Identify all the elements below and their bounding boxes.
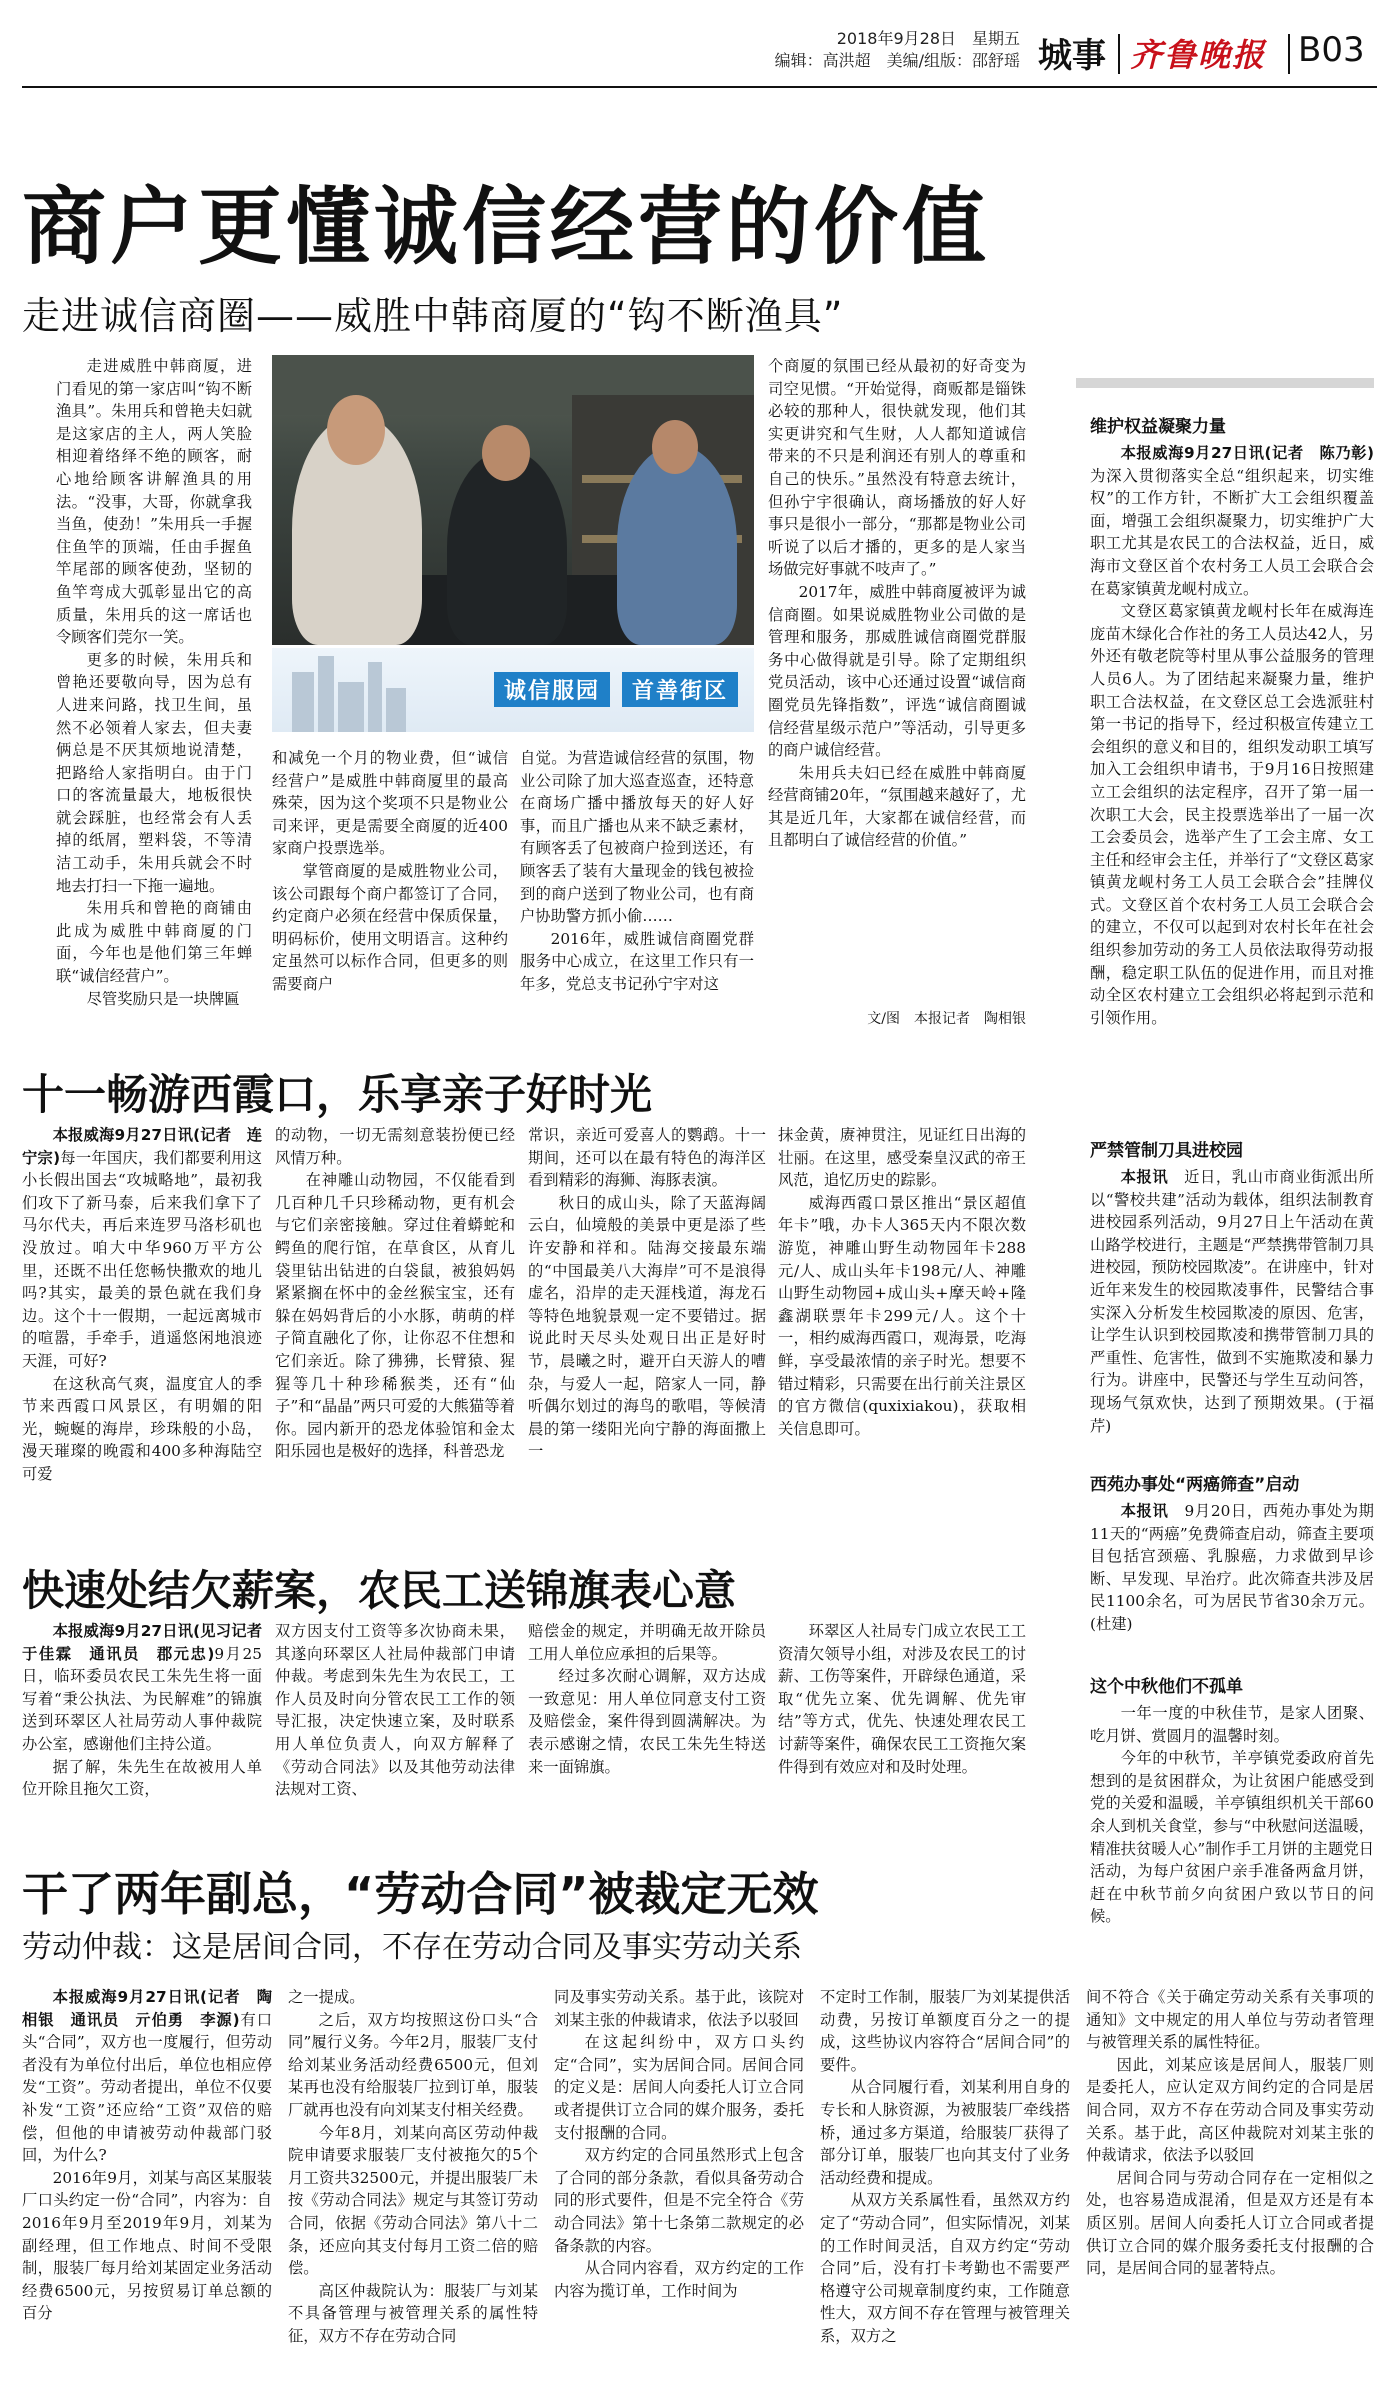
article1-column-2 — [272, 747, 508, 1033]
paragraph — [1090, 1166, 1374, 1437]
dateline: 本报讯 — [1120, 1502, 1169, 1520]
paragraph-text: 为深入贯彻落实全总“组织起来，切实维权”的工作方针，不断扩大工会组织覆盖面，增强工会组织凝聚力，切实维护广大职工尤其是农民工的合法权益，近日，威海市文登区首个农村务工人员工会联合会在葛家镇黄龙岘村成立。 — [1090, 466, 1374, 598]
paragraph: 常识，亲近可爱喜人的鹦鹉。十一期间，还可以在最有特色的海洋区看到精彩的海狮、海豚表演。 — [528, 1126, 766, 1190]
story-credit: (杜建) — [1090, 1614, 1133, 1633]
paragraph: 同及事实劳动关系。基于此，该院对刘某主张的仲裁请求，依法予以驳回 — [554, 1988, 804, 2029]
paragraph: 一年一度的中秋佳节，是家人团聚、吃月饼、赏圆月的温馨时刻。 — [1090, 1704, 1374, 1745]
paragraph: 经过多次耐心调解，双方达成一致意见：用人单位同意支付工资及赔偿金，案件得到圆满解决。为表示感谢之情，农民工朱先生特送来一面锦旗。 — [528, 1667, 766, 1776]
article3-column-3 — [528, 1620, 766, 1845]
paragraph: 的动物，一切无需刻意装扮便已经风情万种。 — [275, 1126, 515, 1167]
paragraph: 秋日的成山头，除了天蓝海阔云白，仙境般的美景中更是添了些许安静和祥和。陆海交接最东端的“中国最美八大海岸”可不是浪得虚名，沿岸的走天涯栈道，海龙石等特色地貌景观一定不要错过。据说此时天尽头处观日出正是好时节，晨曦之时，避开白天游人的嘈杂，与爱人一起，陪家人一同，静听偶尔划过的海鸟的歌唱，等候清晨的第一缕阳光向宁静的海面撒上一 — [528, 1193, 766, 1461]
paragraph: 今年的中秋节，羊亭镇党委政府首先想到的是贫困群众，为让贫困户能感受到党的关爱和温暖，羊亭镇组织机关干部60余人到机关食堂，参与“中秋慰问送温暖，精准扶贫暖人心”制作手工月饼的主题党日活动，为每户贫困户亲手准备两盒月饼，赶在中秋节前夕向贫困户致以节日的问候。 — [1090, 1749, 1374, 1926]
paragraph: 高区仲裁院认为：服装厂与刘某不具备管理与被管理关系的属性特征，双方不存在劳动合同 — [288, 2281, 538, 2345]
article2-column-3 — [528, 1124, 766, 1544]
header-divider — [1118, 34, 1120, 74]
dateline: 本报威海9月27日讯(记者 陶相银 通讯员 亓伯勇 李源) — [22, 1988, 272, 2029]
paragraph: 之后，双方均按照这份口头“合同”履行义务。今年2月，服装厂支付给刘某业务活动经费6500元，但刘某再也没有给服装厂拉到订单，服装厂就再也没有向刘某支付相关经费。 — [288, 2010, 538, 2119]
paragraph: 朱用兵夫妇已经在威胜中韩商厦经营商铺20年，“氛围越来越好了，尤其是近几年，大家都在诚信经营，而且都明白了诚信经营的价值。” — [768, 763, 1026, 850]
paragraph: 2016年，威胜诚信商圈党群服务中心成立，在这里工作只有一年多，党总支书记孙宁宇对这 — [520, 929, 754, 993]
paragraph: 从合同内容看，双方约定的工作内容为揽订单，工作时间为 — [554, 2259, 804, 2300]
sidebar-top-band — [1076, 378, 1374, 388]
article2-title: 十一畅游西霞口，乐享亲子好时光 — [22, 1070, 653, 1119]
paragraph: 抹金黄，赓神贯注，见证红日出海的壮丽。在这里，感受秦皇汉武的帝王风范，追忆历史的踪影。 — [778, 1126, 1026, 1190]
paragraph: 间不符合《关于确定劳动关系有关事项的通知》文中规定的用人单位与劳动者管理与被管理关系的属性特征。 — [1086, 1988, 1374, 2052]
paragraph: 自觉。为营造诚信经营的氛围，物业公司除了加大巡查巡查，还特意在商场广播中播放每天的好人好事，而且广播也从来不缺乏素材，有顾客丢了包被商户捡到送还，有顾客丢了装有大量现金的钱包被捡到的商户送到了物业公司，也有商户协助警方抓小偷…… — [520, 749, 754, 926]
paragraph: 掌管商厦的是威胜物业公司，该公司跟每个商户都签订了合同，约定商户必须在经营中保质保量，明码标价，使用文明语言。这种约定虽然可以标作合同，但更多的则需要商户 — [272, 861, 508, 993]
paragraph — [22, 1986, 272, 2167]
sidebar-story4-body — [1090, 1702, 1374, 1972]
section-name: 城事 — [1038, 36, 1106, 76]
article4-title: 干了两年副总，“劳动合同”被裁定无效 — [22, 1867, 819, 1921]
paragraph: 今年8月，刘某向高区劳动仲裁院申请要求服装厂支付被拖欠的5个月工资共32500元，并提出服装厂未按《劳动合同法》规定与其签订劳动合同，依据《劳动合同法》第八十二条，还应向其支付每月工资二倍的赔偿。 — [288, 2123, 538, 2278]
editors-line: 编辑：高洪超 美编/组版：邵舒瑶 — [774, 51, 1020, 70]
newspaper-logo: 齐鲁晚报 — [1130, 36, 1267, 74]
sidebar-story1-title: 维护权益凝聚力量 — [1090, 417, 1226, 437]
paragraph: 朱用兵和曾艳的商铺由此成为威胜中韩商厦的门面，今年也是他们第三年蝉联“诚信经营户”。 — [56, 899, 252, 986]
paragraph: 之一提成。 — [288, 1988, 365, 2006]
sidebar-story1-body — [1090, 442, 1374, 1122]
paragraph: 从合同履行看，刘某利用自身的专长和人脉资源，为被服装厂牵线搭桥，通过多方渠道，给服装厂获得了部分订单，服装厂也向其支付了业务活动经费和提成。 — [820, 2078, 1070, 2187]
paragraph — [1090, 442, 1374, 600]
article2-column-1 — [22, 1124, 262, 1544]
paragraph: 2017年，威胜中韩商厦被评为诚信商圈。如果说威胜物业公司做的是管理和服务，那威胜诚信商圈党群服务中心做得就是引导。除了定期组织党员活动，该中心还通过设置“诚信商圈党员先锋指数”，评选“诚信商圈诚信经营星级示范户”等活动，引导更多的商户诚信经营。 — [768, 582, 1026, 760]
paragraph: 双方约定的合同虽然形式上包含了合同的部分条款，看似具备劳动合同的形式要件，但是不完全符合《劳动合同法》第十七条第二款规定的必备条款的内容。 — [554, 2146, 804, 2255]
paragraph — [22, 1124, 262, 1373]
paragraph: 在这秋高气爽，温度宜人的季节来西霞口风景区，有明媚的阳光，蜿蜒的海岸，珍珠般的小岛，漫天璀璨的晚霞和400多种海陆空可爱 — [22, 1374, 262, 1483]
article4-column-4 — [820, 1986, 1070, 2386]
paragraph-text: 有口头“合同”，双方也一度履行，但劳动者没有为单位付出后，单位也相应停发“工资”。劳动者提出，单位不仅要补发“工资”还应给“工资”双倍的赔偿，但他的申请被劳动仲裁部门驳回，为什么? — [22, 2010, 272, 2165]
paragraph-text: 每一年国庆，我们都要利用这小长假出国去“攻城略地”，最初我们攻下了新马泰，后来我们拿下了马尔代夫，再后来连罗马洛杉矶也没放过。咱大中华960万平方公里，还既不出任您畅快撒欢的地儿吗?其实，最美的景色就在我们身边。这个十一假期，一起远离城市的喧嚣，手牵手，逍遥悠闲地浪迹天涯，可好? — [22, 1148, 262, 1370]
article4-column-5 — [1086, 1986, 1374, 2386]
paragraph: 和减免一个月的物业费，但“诚信经营户”是威胜中韩商厦里的最高殊荣，因为这个奖项不只是物业公司来评，更是需要全商厦的近400家商户投票选举。 — [272, 749, 508, 858]
sidebar-story3-title: 西苑办事处“两癌筛查”启动 — [1090, 1475, 1300, 1495]
paragraph: 从双方关系属性看，虽然双方约定了“劳动合同”，但实际情况，刘某的工作时间灵活，自双方约定“劳动合同”后，没有打卡考勤也不需要严格遵守公司规章制度约束，工作随意性大，双方间不存在管理与被管理关系，双方之 — [820, 2191, 1070, 2345]
story-credit: (于福芹) — [1090, 1393, 1374, 1435]
paragraph-text: 近日，乳山市商业街派出所以“警校共建”活动为载体，组织法制教育进校园系列活动，9月27日上午活动在黄山路学校进行，主题是“严禁携带管制刀具进校园，预防校园欺凌”。在讲座中，针对近年来发生的校园欺凌事件，民警结合事实深入分析发生校园欺凌的原因、危害，让学生认识到校园欺凌和携带管制刀具的严重性、危害性，做到不实施欺凌和暴力行为。讲座中，民警还与学生互动问答，现场气氛欢快，达到了预期效果。 — [1090, 1168, 1374, 1412]
paragraph: 文登区葛家镇黄龙岘村长年在威海连庞苗木绿化合作社的务工人员达42人，另外还有敬老院等村里从事公益服务的管理人员6人。为了团结起来凝聚力量，维护职工合法权益，在文登区总工会选派驻村第一书记的指导下，经过积极宣传建立工会组织的意义和目的，组织发动职工填写加入工会组织申请书，于9月16日按照建立工会组织的法定程序，召开了第一届一次职工大会，民主投票选举出了一届一次工会委员会，选举产生了工会主席、女工主任和经审会主任，并举行了“文登区葛家镇黄龙岘村务工人员工会联合会”挂牌仪式。文登区首个农村务工人员工会联合会的建立，不仅可以起到对农村长年在社会组织参加劳动的务工人员依法取得劳动报酬，稳定职工队伍的促进作用，而且对推动全区农村建立工会组织必将起到示范和引领作用。 — [1090, 602, 1374, 1027]
article3-column-4 — [778, 1620, 1026, 1845]
paragraph: 双方因支付工资等多次协商未果，其遂向环翠区人社局仲裁部门申请仲裁。考虑到朱先生为农民工，工作人员及时向分管农民工工作的领导汇报，决定快速立案，及时联系用人单位负责人，向双方解释了《劳动合同法》以及其他劳动法律法规对工资、 — [275, 1622, 515, 1799]
article1-title: 商户更懂诚信经营的价值 — [22, 178, 991, 276]
paragraph: 居间合同与劳动合同存在一定相似之处，也容易造成混淆，但是双方还是有本质区别。居间人向委托人订立合同或者提供订立合同的媒介服务委托支付报酬的合同，是居间合同的显著特点。 — [1086, 2168, 1374, 2278]
sidebar-story2-title: 严禁管制刀具进校园 — [1090, 1141, 1243, 1161]
paragraph: 更多的时候，朱用兵和曾艳还要敬向导，因为总有人进来问路，找卫生间，虽然不必领着人家去，但夫妻俩总是不厌其烦地说清楚，把路给人家指明白。由于门口的客流量最大，地板很快就会踩脏，也经常会有人丢掉的纸屑，塑料袋，不等清洁工动手，朱用兵就会不时地去打扫一下拖一遍地。 — [56, 650, 252, 895]
banner-label-left: 诚信服园 — [494, 672, 610, 707]
paragraph — [1090, 1500, 1374, 1636]
article1-column-1 — [56, 355, 252, 1033]
dateline: 本报威海9月27日讯(记者 陈乃彰) — [1120, 444, 1374, 462]
paragraph: 威海西霞口景区推出“景区超值年卡”哦，办卡人365天内不限次数游览，神雕山野生动物园年卡288元/人、成山头年卡198元/人、神雕山野生动物园+成山头+摩天岭+隆鑫湖联票年卡299元/人。这个十一，相约威海西霞口，观海景，吃海鲜，享受最浓情的亲子时光。想要不错过精彩，只需要在出行前关注景区的官方微信(quxixiakou)，获取相关信息即可。 — [778, 1193, 1026, 1438]
article3-column-2 — [275, 1620, 515, 1845]
article1-credit: 文/图 本报记者 陶相银 — [867, 1011, 1026, 1027]
dateline: 本报威海9月27日讯(见习记者 于佳霖 通讯员 郡元忠) — [22, 1622, 278, 1663]
sidebar-story2-body — [1090, 1166, 1374, 1456]
article1-subtitle: 走进诚信商圈——威胜中韩商厦的“钩不断渔具” — [22, 294, 844, 338]
sidebar-story4-title: 这个中秋他们不孤单 — [1090, 1677, 1243, 1697]
article4-column-1 — [22, 1986, 272, 2386]
header-divider — [1288, 34, 1290, 74]
header-rule — [22, 86, 1377, 88]
article2-column-4 — [778, 1124, 1026, 1544]
page-number: B03 — [1298, 30, 1365, 70]
paragraph: 环翠区人社局专门成立农民工工资清欠领导小组，对涉及农民工的讨薪、工伤等案件，开辟绿色通道，采取“优先立案、优先调解、优先审结”等方式，优先、快速处理农民工讨薪等案件，确保农民工工资拖欠案件得到有效应对和及时处理。 — [778, 1622, 1026, 1776]
paragraph: 赔偿金的规定，并明确无故开除员工用人单位应承担的后果等。 — [528, 1622, 766, 1663]
shop-photo — [272, 355, 754, 645]
campaign-banner — [272, 648, 754, 732]
article3-column-1 — [22, 1620, 278, 1845]
article4-subtitle: 劳动仲裁：这是居间合同，不存在劳动合同及事实劳动关系 — [22, 1930, 802, 1965]
paragraph-text: 9月25日，临环委员农民工朱先生将一面写着“秉公执法、为民解难”的锦旗送到环翠区人社局劳动人事仲裁院办公室，感谢他们主持公道。 — [22, 1644, 262, 1753]
paragraph: 不定时工作制，服装厂为刘某提供活动费，另按订单额度百分之一的提成，这些协议内容符合“居间合同”的要件。 — [820, 1988, 1070, 2074]
paragraph: 2016年9月，刘某与高区某服装厂口头约定一份“合同”，内容为：自2016年9月至2019年9月，刘某为副经理，但工作地点、时间不受限制，服装厂每月给刘某固定业务活动经费6500元，另按贸易订单总额的百分 — [22, 2168, 272, 2323]
paragraph: 尽管奖励只是一块牌匾 — [86, 989, 240, 1008]
issue-date: 2018年9月28日 星期五 — [836, 29, 1020, 48]
paragraph: 走进威胜中韩商厦，进门看见的第一家店叫“钩不断渔具”。朱用兵和曾艳夫妇就是这家店的主人，两人笑脸相迎着络绎不绝的顾客，耐心地给顾客讲解渔具的用法。“没事，大哥，你就拿我当鱼，使劲！”朱用兵一手握住鱼竿的顶端，任由手握鱼竿尾部的顾客使劲，坚韧的鱼竿弯成大弧彰显出它的高质量，朱用兵的这一席话也令顾客们莞尔一笑。 — [56, 357, 252, 647]
header-meta — [700, 28, 1020, 72]
dateline: 本报威海9月27日讯(记者 连宁宗) — [22, 1126, 262, 1167]
paragraph — [22, 1620, 278, 1756]
article1-column-4 — [768, 355, 1026, 1005]
banner-label-right: 首善街区 — [622, 672, 738, 707]
paragraph-text: 9月20日，西苑办事处为期11天的“两癌”免费筛查启动，筛查主要项目包括宫颈癌、乳腺癌，力求做到早诊断、早发现、早治疗。此次筛查共涉及居民1100余名，可为居民节省30余万元。 — [1090, 1502, 1374, 1611]
paragraph: 据了解，朱先生在故被用人单位开除且拖欠工资， — [22, 1757, 262, 1799]
article2-column-2 — [275, 1124, 515, 1544]
sidebar-story3-body — [1090, 1500, 1374, 1660]
paragraph: 在这起纠纷中，双方口头约定“合同”，实为居间合同。居间合同的定义是：居间人向委托人订立合同或者提供订立合同的媒介服务，委托支付报酬的合同。 — [554, 2033, 804, 2142]
article4-column-2 — [288, 1986, 538, 2386]
article3-title: 快速处结欠薪案，农民工送锦旗表心意 — [22, 1566, 737, 1615]
paragraph: 因此，刘某应该是居间人，服装厂则是委托人，应认定双方间约定的合同是居间合同，双方不存在劳动合同及事实劳动关系。基于此，高区仲裁院对刘某主张的仲裁请求，依法予以驳回 — [1086, 2055, 1374, 2165]
paragraph: 个商厦的氛围已经从最初的好奇变为司空见惯。“开始觉得，商贩都是锱铢必较的那种人，很快就发现，他们其实更讲究和气生财，人人都知道诚信带来的不只是利润还有别人的尊重和自己的快乐。”虽然没有特意去统计，但孙宁宇很确认，商场播放的好人好事只是很小一部分，“那都是物业公司听说了以后才播的，更多的是人家当场做完好事就不吱声了。” — [768, 357, 1026, 579]
dateline: 本报讯 — [1120, 1168, 1169, 1186]
paragraph: 在神雕山动物园，不仅能看到几百种几千只珍稀动物，更有机会与它们亲密接触。穿过住着蟒蛇和鳄鱼的爬行馆，在草食区，从育儿袋里钻出钻进的白袋鼠，被狼妈妈紧紧搁在怀中的金丝猴宝宝，还有躲在妈妈背后的小水豚，萌萌的样子简直融化了你，让你忍不住想和它们亲近。除了狒狒，长臂猿、猩猩等几十种珍稀猴类，还有“仙子”和“晶晶”两只可爱的大熊猫等着你。园内新开的恐龙体验馆和金太阳乐园也是极好的选择，科普恐龙 — [275, 1171, 515, 1461]
article4-column-3 — [554, 1986, 804, 2386]
article1-column-3 — [520, 747, 754, 1033]
